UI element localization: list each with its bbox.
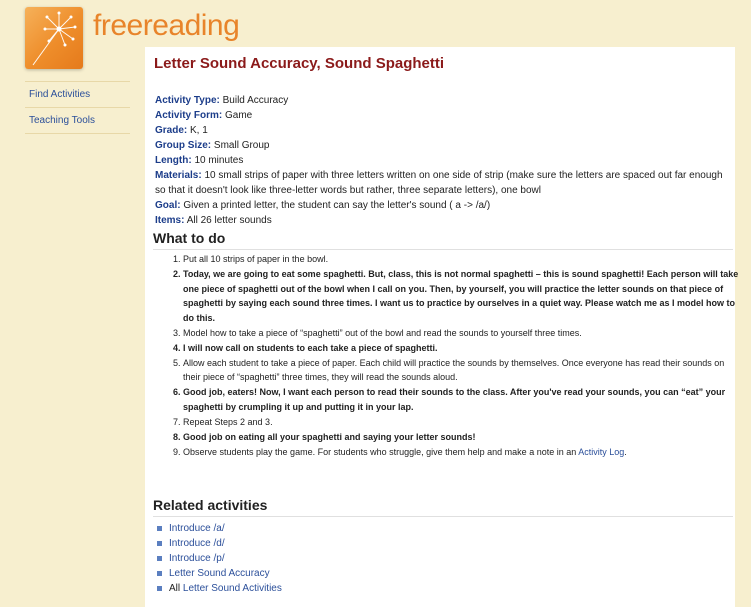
meta-grade xyxy=(155,123,733,138)
page-title: Letter Sound Accuracy, Sound Spaghetti xyxy=(154,55,445,72)
related-link-introduce-p[interactable]: Introduce /p/ xyxy=(169,553,225,564)
related-prefix: All xyxy=(169,583,183,594)
meta-items xyxy=(155,213,733,228)
meta-value: All 26 letter sounds xyxy=(186,215,272,226)
list-item: 3. Model how to take a piece of “spaghetti” out of the bowl and read the sounds to yourself three times. xyxy=(183,326,743,341)
related-activities-heading: Related activities xyxy=(153,497,733,517)
meta-length xyxy=(155,153,733,168)
list-item xyxy=(157,521,282,536)
meta-goal xyxy=(155,198,733,213)
step-text-end: . xyxy=(624,446,627,457)
list-item: 5. Allow each student to take a piece of paper. Each child will practice the sounds by themselves. Once everyone has read their sounds on their piece of “spaghetti” three times, they will read the sounds aloud. xyxy=(183,356,743,385)
divider xyxy=(25,133,130,134)
list-item xyxy=(157,581,282,596)
main-content xyxy=(145,47,739,607)
meta-label: Grade: xyxy=(155,125,188,136)
meta-value: K, 1 xyxy=(190,125,208,136)
list-item: 1. Put all 10 strips of paper in the bowl. xyxy=(183,252,743,267)
meta-label: Materials: xyxy=(155,170,202,181)
meta-label: Activity Type: xyxy=(155,95,220,106)
list-item: 7. Repeat Steps 2 and 3. xyxy=(183,415,743,430)
meta-value: 10 small strips of paper with three letters written on one side of strip (make sure the letters are spaced out far enough so that it doesn't look like three-letter words but rather, three separate letters), one bowl xyxy=(155,170,723,196)
meta-label: Goal: xyxy=(155,200,181,211)
meta-activity-type xyxy=(155,93,733,108)
brand-part-free: free xyxy=(93,9,143,42)
brand-wordmark[interactable] xyxy=(93,9,239,43)
list-item xyxy=(157,551,282,566)
meta-materials xyxy=(155,168,733,198)
list-item xyxy=(157,536,282,551)
list-item: 6. Good job, eaters! Now, I want each person to read their sounds to the class. After you've read your sounds, you can “eat” your spaghetti by crumpling it up and putting it in your lap. xyxy=(183,385,743,414)
step-text: Observe students play the game. For students who struggle, give them help and make a note in an xyxy=(183,446,579,457)
meta-group-size xyxy=(155,138,733,153)
list-item: 2. Today, we are going to eat some spaghetti. But, class, this is not normal spaghetti – this is sound spaghetti! Each person will take one piece of spaghetti out of the bowl when I call on you. Then, by yourself, you will practice the letter sounds on that piece of spaghetti by saying each sound three times. I want us to practice by ourselves in a quiet way. Please watch me as I model how to do this. xyxy=(183,267,743,325)
what-to-do-heading: What to do xyxy=(153,230,733,250)
related-link-introduce-d[interactable]: Introduce /d/ xyxy=(169,538,225,549)
related-activities-section xyxy=(153,497,733,517)
meta-value: Small Group xyxy=(213,140,270,151)
list-item xyxy=(157,566,282,581)
list-item xyxy=(183,445,743,460)
meta-value: Given a printed letter, the student can say the letter's sound ( a -> /a/) xyxy=(183,200,491,211)
meta-label: Group Size: xyxy=(155,140,212,151)
meta-label: Activity Form: xyxy=(155,110,223,121)
sidebar xyxy=(25,81,130,134)
related-link-introduce-a[interactable]: Introduce /a/ xyxy=(169,523,225,534)
steps-list xyxy=(165,252,743,460)
meta-label: Items: xyxy=(155,215,185,226)
meta-value: Game xyxy=(225,110,253,121)
related-link-letter-sound-activities[interactable]: Letter Sound Activities xyxy=(182,583,282,594)
meta-activity-form xyxy=(155,108,733,123)
meta-label: Length: xyxy=(155,155,192,166)
activity-log-link[interactable]: Activity Log xyxy=(578,446,625,457)
brand-part-reading: reading xyxy=(142,9,240,42)
activity-meta xyxy=(155,93,733,228)
dandelion-icon xyxy=(25,7,83,69)
meta-value: 10 minutes xyxy=(194,155,244,166)
related-link-letter-sound-accuracy[interactable]: Letter Sound Accuracy xyxy=(169,568,270,579)
list-item: 8. Good job on eating all your spaghetti and saying your letter sounds! xyxy=(183,430,743,445)
sidebar-item-teaching-tools[interactable]: Teaching Tools xyxy=(29,115,95,126)
list-item: 4. I will now call on students to each take a piece of spaghetti. xyxy=(183,341,743,356)
what-to-do-section xyxy=(153,230,733,250)
logo[interactable] xyxy=(25,7,83,69)
sidebar-item-find-activities[interactable]: Find Activities xyxy=(29,89,91,100)
meta-value: Build Accuracy xyxy=(222,95,289,106)
related-activities-list xyxy=(157,521,282,596)
